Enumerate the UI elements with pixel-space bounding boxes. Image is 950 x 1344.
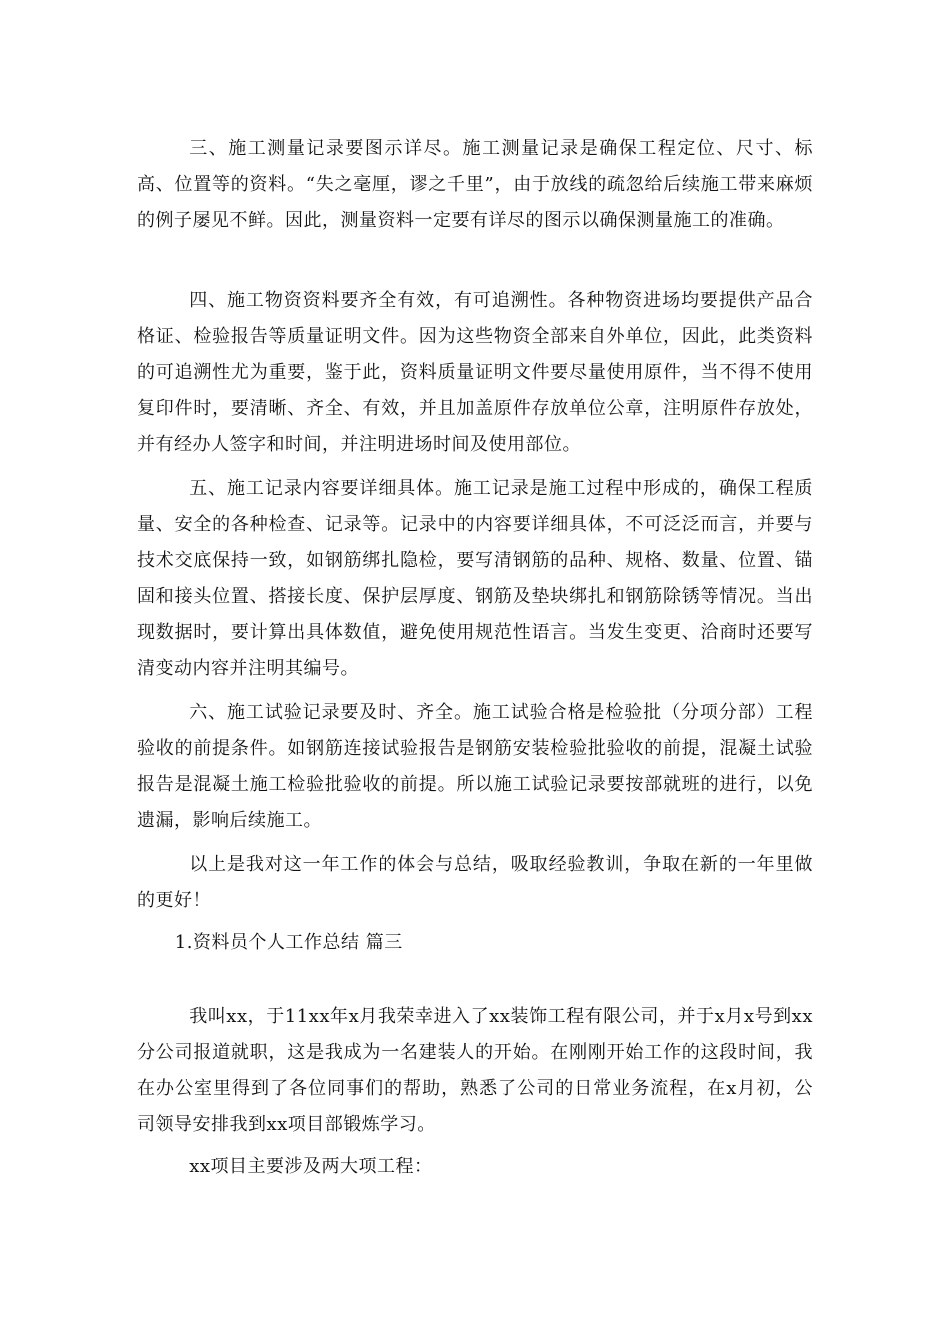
paragraph-project-scope: xx项目主要涉及两大项工程： [189, 1156, 433, 1177]
paragraph-survey-records: 三、施工测量记录要图示详尽。施工测量记录是确保工程定位、尺寸、标高、位置等的资料。“失之毫厘，谬之千里”，由于放线的疏忽给后续施工带来麻烦的例子屡见不鲜。因此，测量资料一定要有详尽的图示以确保测量施工的准确。 [137, 138, 813, 231]
paragraph-material-records: 四、施工物资资料要齐全有效，有可追溯性。各种物资进场均要提供产品合格证、检验报告等质量证明文件。因为这些物资全部来自外单位，因此，此类资料的可追溯性尤为重要，鉴于此，资料质量证明文件要尽量使用原件，当不得不使用复印件时，要清晰、齐全、有效，并且加盖原件存放单位公章，注明原件存放处，并有经办人签字和时间，并注明进场时间及使用部位。 [137, 290, 813, 455]
paragraph-introduction: 我叫xx，于11xx年x月我荣幸进入了xx装饰工程有限公司，并于x月x号到xx分公司报道就职，这是我成为一名建装人的开始。在刚刚开始工作的这段时间，我在办公室里得到了各位同事们的帮助，熟悉了公司的日常业务流程，在x月初，公司领导安排我到xx项目部锻炼学习。 [137, 1006, 813, 1135]
paragraph-conclusion: 以上是我对这一年工作的体会与总结，吸取经验教训，争取在新的一年里做的更好！ [137, 854, 813, 911]
section-heading: 1.资料员个人工作总结 篇三 [174, 932, 403, 953]
paragraph-test-records: 六、施工试验记录要及时、齐全。施工试验合格是检验批（分项分部）工程验收的前提条件。如钢筋连接试验报告是钢筋安装检验批验收的前提，混凝土试验报告是混凝土施工检验批验收的前提。所以施工试验记录要按部就班的进行，以免遗漏，影响后续施工。 [137, 702, 813, 831]
paragraph-construction-records: 五、施工记录内容要详细具体。施工记录是施工过程中形成的，确保工程质量、安全的各种检查、记录等。记录中的内容要详细具体，不可泛泛而言，并要与技术交底保持一致，如钢筋绑扎隐检，要写清钢筋的品种、规格、数量、位置、锚固和接头位置、搭接长度、保护层厚度、钢筋及垫块绑扎和钢筋除锈等情况。当出现数据时，要计算出具体数值，避免使用规范性语言。当发生变更、洽商时还要写清变动内容并注明其编号。 [137, 478, 813, 679]
